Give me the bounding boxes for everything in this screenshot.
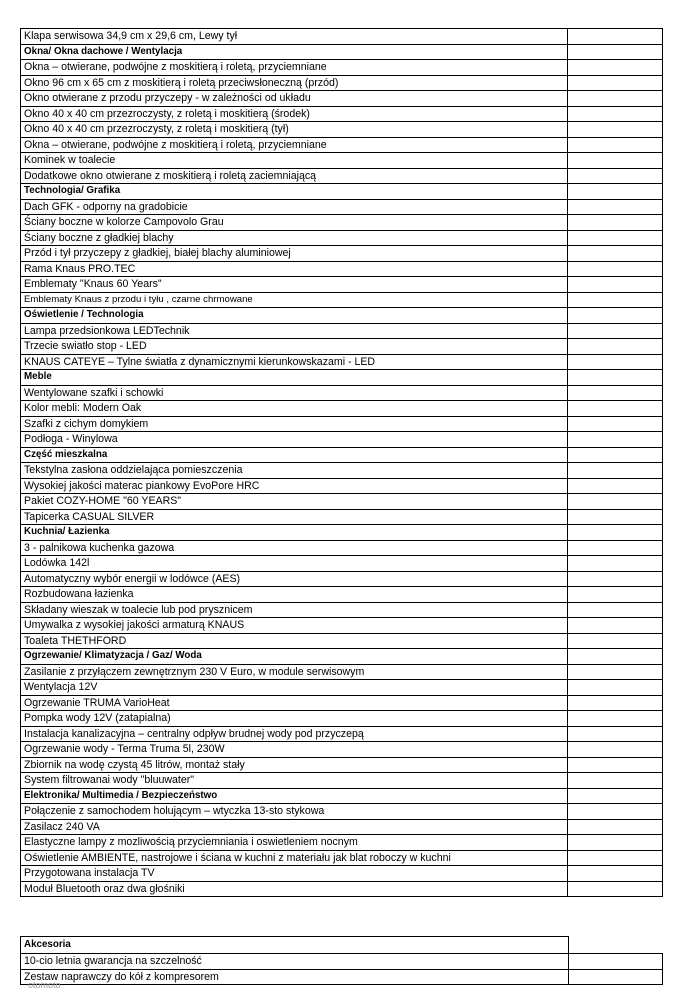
item-label: Tapicerka CASUAL SILVER xyxy=(21,509,568,525)
section-title: Część mieszkalna xyxy=(21,447,568,463)
item-value-cell xyxy=(568,587,663,603)
item-label: Składany wieszak w toalecie lub pod prysznicem xyxy=(21,602,568,618)
table-row xyxy=(21,556,663,572)
item-value-cell xyxy=(568,866,663,882)
item-label: Rozbudowana łazienka xyxy=(21,587,568,603)
section-header-empty-cell xyxy=(568,649,663,665)
table-row xyxy=(21,416,663,432)
item-value-cell xyxy=(568,804,663,820)
table-row xyxy=(21,292,663,308)
item-label: Dach GFK - odporny na gradobicie xyxy=(21,199,568,215)
section-header-row xyxy=(21,308,663,324)
item-label: Okno 40 x 40 cm przezroczysty, z roletą i moskitierą (środek) xyxy=(21,106,568,122)
accessories-title: Akcesoria xyxy=(21,937,569,954)
table-row xyxy=(21,633,663,649)
table-row xyxy=(21,664,663,680)
item-value-cell xyxy=(568,618,663,634)
item-value-cell xyxy=(568,432,663,448)
table-row xyxy=(21,60,663,76)
item-value-cell xyxy=(568,540,663,556)
table-row xyxy=(21,215,663,231)
item-value-cell xyxy=(568,742,663,758)
section-header-row xyxy=(21,525,663,541)
item-value-cell xyxy=(568,695,663,711)
table-row xyxy=(21,385,663,401)
item-label: Okno otwierane z przodu przyczepy - w zależności od układu xyxy=(21,91,568,107)
section-header-row xyxy=(21,370,663,386)
table-row xyxy=(21,168,663,184)
item-value-cell xyxy=(568,137,663,153)
item-label: Automatyczny wybór energii w lodówce (AES) xyxy=(21,571,568,587)
item-label: Toaleta THETHFORD xyxy=(21,633,568,649)
item-value-cell xyxy=(568,75,663,91)
item-label: Ściany boczne z gładkiej blachy xyxy=(21,230,568,246)
item-value-cell xyxy=(568,323,663,339)
table-row xyxy=(21,850,663,866)
item-label: Podłoga - Winylowa xyxy=(21,432,568,448)
table-row xyxy=(21,711,663,727)
section-header-row xyxy=(21,184,663,200)
section-header-row xyxy=(21,44,663,60)
section-title: Kuchnia/ Łazienka xyxy=(21,525,568,541)
item-label: Dodatkowe okno otwierane z moskitierą i roletą zaciemniającą xyxy=(21,168,568,184)
item-value-cell xyxy=(568,354,663,370)
item-value-cell xyxy=(568,339,663,355)
section-header-empty-cell xyxy=(568,184,663,200)
table-row xyxy=(21,277,663,293)
item-value-cell xyxy=(568,478,663,494)
item-value-cell xyxy=(568,711,663,727)
table-row xyxy=(21,587,663,603)
item-label: Wentylacja 12V xyxy=(21,680,568,696)
item-label: Ogrzewanie TRUMA VarioHeat xyxy=(21,695,568,711)
table-row xyxy=(21,261,663,277)
item-label: Kominek w toalecie xyxy=(21,153,568,169)
table-row xyxy=(21,354,663,370)
item-label: Rama Knaus PRO.TEC xyxy=(21,261,568,277)
table-row xyxy=(21,230,663,246)
table-row xyxy=(21,969,663,985)
item-value-cell xyxy=(568,881,663,897)
item-value-cell xyxy=(568,122,663,138)
item-value-cell xyxy=(568,91,663,107)
table-row xyxy=(21,478,663,494)
table-row xyxy=(21,954,663,970)
item-value-cell xyxy=(568,215,663,231)
item-label: Szafki z cichym domykiem xyxy=(21,416,568,432)
table-row xyxy=(21,463,663,479)
item-label: Moduł Bluetooth oraz dwa głośniki xyxy=(21,881,568,897)
section-title: Technologia/ Grafika xyxy=(21,184,568,200)
item-label: Oświetlenie AMBIENTE, nastrojowe i ściana w kuchni z materiału jak blat roboczy w kuchni xyxy=(21,850,568,866)
table-row xyxy=(21,618,663,634)
table-row xyxy=(21,680,663,696)
item-value-cell xyxy=(568,246,663,262)
item-label: Połączenie z samochodem holującym – wtyczka 13-sto stykowa xyxy=(21,804,568,820)
item-value-cell xyxy=(568,168,663,184)
accessory-value-cell xyxy=(568,969,663,985)
item-label: Instalacja kanalizacyjna – centralny odpływ brudnej wody pod przyczepą xyxy=(21,726,568,742)
table-row xyxy=(21,29,663,45)
watermark: otomoto xyxy=(28,980,61,990)
table-row xyxy=(21,106,663,122)
item-label: 3 - palnikowa kuchenka gazowa xyxy=(21,540,568,556)
item-value-cell xyxy=(568,571,663,587)
section-title: Oświetlenie / Technologia xyxy=(21,308,568,324)
item-label: Emblematy "Knaus 60 Years" xyxy=(21,277,568,293)
item-label: Lodówka 142l xyxy=(21,556,568,572)
table-row xyxy=(21,401,663,417)
accessory-label: 10-cio letnia gwarancja na szczelność xyxy=(21,954,569,970)
item-value-cell xyxy=(568,106,663,122)
table-row xyxy=(21,726,663,742)
item-label: Wysokiej jakości materac piankowy EvoPore HRC xyxy=(21,478,568,494)
item-value-cell xyxy=(568,199,663,215)
item-value-cell xyxy=(568,153,663,169)
table-row xyxy=(21,835,663,851)
section-header-empty-cell xyxy=(568,447,663,463)
section-header-empty-cell xyxy=(568,308,663,324)
item-value-cell xyxy=(568,463,663,479)
item-value-cell xyxy=(568,757,663,773)
item-value-cell xyxy=(568,835,663,851)
item-value-cell xyxy=(568,29,663,45)
table-row xyxy=(21,199,663,215)
table-row xyxy=(21,695,663,711)
table-row xyxy=(21,339,663,355)
item-label: Lampa przedsionkowa LEDTechnik xyxy=(21,323,568,339)
accessory-value-cell xyxy=(568,954,663,970)
table-row xyxy=(21,571,663,587)
item-label: Tekstylna zasłona oddzielająca pomieszczenia xyxy=(21,463,568,479)
item-label: Ściany boczne w kolorze Campovolo Grau xyxy=(21,215,568,231)
table-row xyxy=(21,757,663,773)
item-label: Okno 40 x 40 cm przezroczysty, z roletą i moskitierą (tył) xyxy=(21,122,568,138)
item-label: Przygotowana instalacja TV xyxy=(21,866,568,882)
accessories-header-row xyxy=(21,937,663,954)
item-label: Emblematy Knaus z przodu i tyłu , czarne chrmowane xyxy=(21,292,568,308)
item-value-cell xyxy=(568,509,663,525)
item-value-cell xyxy=(568,664,663,680)
item-value-cell xyxy=(568,850,663,866)
item-value-cell xyxy=(568,819,663,835)
accessory-label: Zestaw naprawczy do kół z kompresorem xyxy=(21,969,569,985)
section-header-row xyxy=(21,649,663,665)
item-label: Okna – otwierane, podwójne z moskitierą i roletą, przyciemniane xyxy=(21,137,568,153)
equipment-table-body xyxy=(21,29,663,897)
item-value-cell xyxy=(568,680,663,696)
item-label: Zbiornik na wodę czystą 45 litrów, montaż stały xyxy=(21,757,568,773)
item-value-cell xyxy=(568,494,663,510)
table-row xyxy=(21,742,663,758)
section-title: Okna/ Okna dachowe / Wentylacja xyxy=(21,44,568,60)
accessories-header-empty-cell xyxy=(568,937,663,954)
section-header-empty-cell xyxy=(568,370,663,386)
item-label: Przód i tył przyczepy z gładkiej, białej blachy aluminiowej xyxy=(21,246,568,262)
table-row xyxy=(21,432,663,448)
item-label: Umywalka z wysokiej jakości armaturą KNAUS xyxy=(21,618,568,634)
item-label: Pompka wody 12V (zatapialna) xyxy=(21,711,568,727)
item-label: Okna – otwierane, podwójne z moskitierą i roletą, przyciemniane xyxy=(21,60,568,76)
item-value-cell xyxy=(568,277,663,293)
item-value-cell xyxy=(568,401,663,417)
table-row xyxy=(21,819,663,835)
item-value-cell xyxy=(568,556,663,572)
accessories-table xyxy=(20,936,663,985)
item-label: KNAUS CATEYE – Tylne światła z dynamicznymi kierunkowskazami - LED xyxy=(21,354,568,370)
item-value-cell xyxy=(568,633,663,649)
table-row xyxy=(21,881,663,897)
table-row xyxy=(21,153,663,169)
section-title: Elektronika/ Multimedia / Bezpieczeństwo xyxy=(21,788,568,804)
table-row xyxy=(21,246,663,262)
item-label: Kolor mebli: Modern Oak xyxy=(21,401,568,417)
section-gap xyxy=(20,897,663,936)
item-value-cell xyxy=(568,602,663,618)
table-row xyxy=(21,122,663,138)
table-row xyxy=(21,137,663,153)
item-label: Trzecie swiatło stop - LED xyxy=(21,339,568,355)
item-value-cell xyxy=(568,230,663,246)
table-row xyxy=(21,773,663,789)
item-label: Okno 96 cm x 65 cm z moskitierą i roletą przeciwsłoneczną (przód) xyxy=(21,75,568,91)
item-label: Klapa serwisowa 34,9 cm x 29,6 cm, Lewy tył xyxy=(21,29,568,45)
section-header-row xyxy=(21,788,663,804)
item-label: Pakiet COZY-HOME "60 YEARS" xyxy=(21,494,568,510)
equipment-table xyxy=(20,28,663,897)
item-value-cell xyxy=(568,773,663,789)
item-value-cell xyxy=(568,385,663,401)
section-header-empty-cell xyxy=(568,788,663,804)
item-label: Wentylowane szafki i schowki xyxy=(21,385,568,401)
item-label: Zasilacz 240 VA xyxy=(21,819,568,835)
table-row xyxy=(21,323,663,339)
section-header-row xyxy=(21,447,663,463)
table-row xyxy=(21,494,663,510)
table-row xyxy=(21,91,663,107)
table-row xyxy=(21,866,663,882)
item-label: System filtrowanai wody "bluuwater" xyxy=(21,773,568,789)
item-value-cell xyxy=(568,292,663,308)
equipment-sheet xyxy=(20,28,663,985)
item-value-cell xyxy=(568,60,663,76)
table-row xyxy=(21,540,663,556)
table-row xyxy=(21,509,663,525)
item-value-cell xyxy=(568,416,663,432)
section-header-empty-cell xyxy=(568,525,663,541)
item-label: Elastyczne lampy z mozliwością przyciemniania i oswietleniem nocnym xyxy=(21,835,568,851)
table-row xyxy=(21,75,663,91)
item-label: Zasilanie z przyłączem zewnętrznym 230 V Euro, w module serwisowym xyxy=(21,664,568,680)
section-title: Meble xyxy=(21,370,568,386)
table-row xyxy=(21,804,663,820)
item-value-cell xyxy=(568,261,663,277)
section-title: Ogrzewanie/ Klimatyzacja / Gaz/ Woda xyxy=(21,649,568,665)
section-header-empty-cell xyxy=(568,44,663,60)
table-row xyxy=(21,602,663,618)
item-label: Ogrzewanie wody - Terma Truma 5l, 230W xyxy=(21,742,568,758)
item-value-cell xyxy=(568,726,663,742)
